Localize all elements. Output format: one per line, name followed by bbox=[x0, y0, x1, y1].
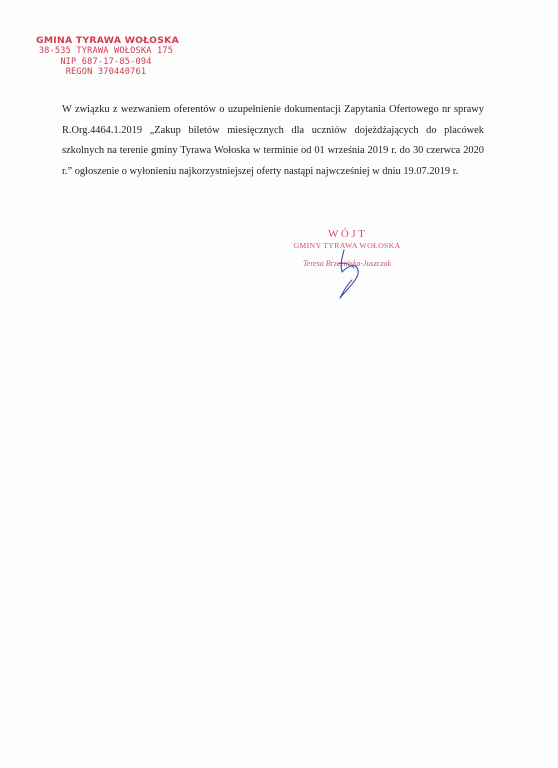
body-paragraph: W związku z wezwaniem oferentów o uzupełnienie dokumentacji Zapytania Ofertowego nr sprawy R.Org.4464.1.2019 „Zakup biletów miesięcznych dla uczniów dojeżdżających do placówek szkolnych na terenie gminy Tyrawa Wołoska w terminie od 01 września 2019 r. do 30 czerwca 2020 r.” ogłoszenie o wyłonieniu najkorzystniejszej oferty nastąpi najwcześniej w dniu 19.07.2019 r. bbox=[62, 104, 484, 177]
stamp-line-name: GMINA TYRAWA WOŁOSKA bbox=[36, 35, 179, 46]
handwritten-signature bbox=[318, 244, 388, 304]
stamp-line-regon: REGON 370440761 bbox=[65, 67, 147, 78]
signature-subtitle: GMINY TYRAWA WOŁOSKA bbox=[293, 241, 401, 250]
header-stamp bbox=[36, 35, 179, 78]
stamp-line-address: 38-535 TYRAWA WOŁOSKA 175 bbox=[38, 46, 174, 57]
stamp-line-nip: NIP 687-17-85-094 bbox=[60, 56, 152, 67]
signature-name: Teresa Brzezińska-Juszczak bbox=[302, 259, 392, 268]
signature-title: WÓJT bbox=[328, 228, 368, 240]
